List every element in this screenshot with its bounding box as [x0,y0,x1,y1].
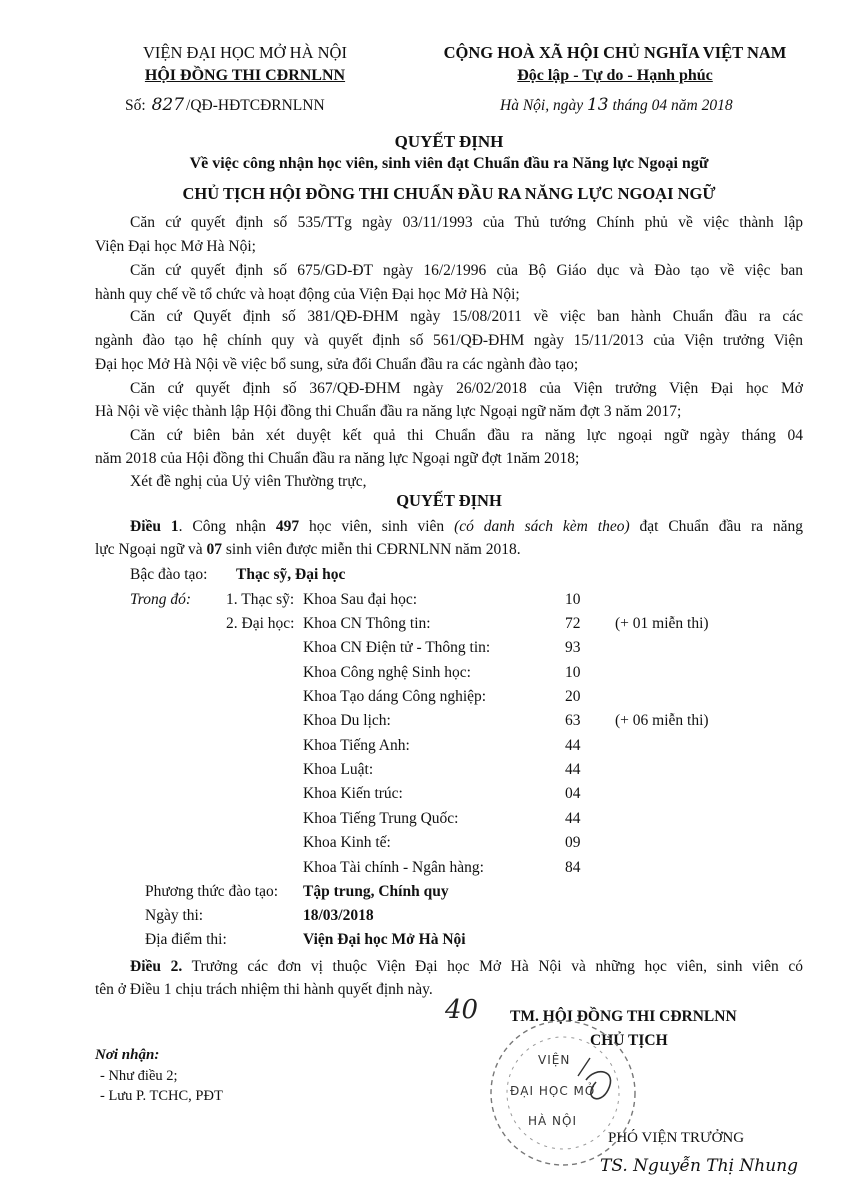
faculty-name: Khoa CN Điện tử - Thông tin: [303,639,491,656]
article-2-label: Điều 2. [130,958,183,975]
faculty-name: Khoa Du lịch: [303,712,391,729]
handwritten-initials: 40 [445,995,479,1025]
bachelor-label: 2. Đại học: [226,615,295,632]
basis-3-line-3: Đại học Mở Hà Nội về việc bổ sung, sửa đổi Chuẩn đầu ra các ngành đào tạo; [95,356,579,373]
faculty-exempt-note: (+ 01 miễn thi) [615,615,709,632]
faculty-count: 44 [565,810,581,827]
signatory-position: PHÓ VIỆN TRƯỞNG [608,1130,745,1146]
basis-3-line-1: Căn cứ Quyết định số 381/QĐ-ĐHM ngày 15/08/2011 về việc ban hành Chuẩn đầu ra các [130,308,803,325]
decision-heading: QUYẾT ĐỊNH [396,491,502,510]
article-1-line-1 [95,515,803,539]
level-label: Bậc đào tạo: [130,566,208,583]
level-value: Thạc sỹ, Đại học [236,566,346,583]
faculty-count: 09 [565,834,581,851]
signatory-name: TS. Nguyễn Thị Nhung [600,1156,799,1176]
faculty-count: 72 [565,615,581,632]
breakdown-label: Trong đó: [130,591,192,608]
date-prefix: Hà Nội, ngày [500,97,584,114]
stamp-text-3: HÀ NỘI [528,1114,578,1128]
article-1-italic-note: (có danh sách kèm theo) [454,518,630,535]
master-unit: Khoa Sau đại học: [303,591,418,608]
location-label: Địa điểm thi: [145,931,227,948]
article-1-line2-b: sinh viên được miễn thi CĐRNLNN năm 2018. [225,541,521,558]
national-motto: Độc lập - Tự do - Hạnh phúc [517,67,713,84]
faculty-count: 44 [565,737,581,754]
faculty-name: Khoa Luật: [303,761,374,778]
basis-5-line-2: năm 2018 của Hội đồng thi Chuẩn đầu ra năng lực Ngoại ngữ đợt 1năm 2018; [95,450,580,467]
basis-2-line-1: Căn cứ quyết định số 675/GD-ĐT ngày 16/2/1996 của Bộ Giáo dục và Đào tạo về việc ban [130,262,803,279]
number-suffix: /QĐ-HĐTCĐRNLNN [186,97,325,114]
date-suffix: tháng 04 năm 2018 [612,97,733,114]
basis-5-line-1: Căn cứ biên bản xét duyệt kết quả thi Chuẩn đầu ra năng lực ngoại ngữ ngày tháng 04 [130,427,803,444]
exam-date-value: 18/03/2018 [303,907,374,924]
basis-3-line-2: ngành đào tạo hệ chính quy và quyết định số 561/QĐ-ĐHM ngày 15/11/2013 của Viện trưởng Viện [95,332,803,349]
council-name: HỘI ĐỒNG THI CĐRNLNN [144,67,346,84]
article-2-line-2: tên ở Điều 1 chịu trách nhiệm thi hành quyết định này. [95,981,433,998]
recipient-item: - Như điều 2; [100,1068,178,1084]
faculty-name: Khoa Tạo dáng Công nghiệp: [303,688,487,705]
decision-number [125,95,325,115]
faculty-count: 10 [565,664,581,681]
faculty-name: Khoa Kinh tế: [303,834,391,851]
basis-2-line-2: hành quy chế về tổ chức và hoạt động của Viện Đại học Mở Hà Nội; [95,286,520,303]
article-1-count: 497 [275,518,300,535]
country-name: CỘNG HOÀ XÃ HỘI CHỦ NGHĨA VIỆT NAM [443,43,787,62]
article-1-label: Điều 1 [130,518,179,535]
mode-value: Tập trung, Chính quy [303,883,449,900]
master-label: 1. Thạc sỹ: [226,591,295,608]
location-value: Viện Đại học Mở Hà Nội [303,931,466,948]
signature-on-behalf: TM. HỘI ĐỒNG THI CĐRNLNN [510,1008,737,1025]
faculty-count: 63 [565,712,581,729]
decision-date [500,95,733,115]
faculty-count: 84 [565,859,581,876]
basis-6-line-1: Xét đề nghị của Uỷ viên Thường trực, [130,473,367,490]
institution-name: VIỆN ĐẠI HỌC MỞ HÀ NỘI [143,43,347,62]
document-subject: Về việc công nhận học viên, sinh viên đạt Chuẩn đầu ra Năng lực Ngoại ngữ [189,155,709,172]
faculty-count: 20 [565,688,581,705]
article-1-line-2 [95,538,803,562]
master-value: 10 [565,591,581,608]
basis-1-line-1: Căn cứ quyết định số 535/TTg ngày 03/11/1993 của Thủ tướng Chính phủ về việc thành lập [130,214,803,231]
article-1-text-c: đạt Chuẩn đầu ra năng [639,518,804,535]
mode-label: Phương thức đào tạo: [145,883,279,900]
faculty-name: Khoa CN Thông tin: [303,615,431,632]
stamp-text-1: VIỆN [538,1053,571,1067]
basis-4-line-1: Căn cứ quyết định số 367/QĐ-ĐHM ngày 26/02/2018 của Viện trưởng Viện Đại học Mở [130,380,803,397]
number-handwritten: 827 [151,95,185,115]
faculty-name: Khoa Tiếng Trung Quốc: [303,810,459,827]
recipients-title: Nơi nhận: [95,1047,160,1063]
issuing-authority: CHỦ TỊCH HỘI ĐỒNG THI CHUẨN ĐẦU RA NĂNG LỰC NGOẠI NGỮ [182,184,716,203]
article-1-line2-a: lực Ngoại ngữ và [95,541,203,558]
document-title: QUYẾT ĐỊNH [394,132,504,151]
faculty-count: 04 [565,785,581,802]
article-1-exempt-count: 07 [206,541,222,558]
basis-1-line-2: Viện Đại học Mở Hà Nội; [95,238,256,255]
stamp-text-2: ĐẠI HỌC MỞ [510,1084,597,1098]
exam-date-label: Ngày thi: [145,907,204,924]
article-1-text-b: học viên, sinh viên [309,518,445,535]
signature-role: CHỦ TỊCH [590,1032,668,1049]
faculty-count: 44 [565,761,581,778]
number-prefix: Số: [125,97,146,114]
date-day-handwritten: 13 [586,95,609,115]
faculty-name: Khoa Tài chính - Ngân hàng: [303,859,484,876]
faculty-name: Khoa Công nghệ Sinh học: [303,664,471,681]
recipient-item: - Lưu P. TCHC, PĐT [100,1088,223,1104]
faculty-exempt-note: (+ 06 miễn thi) [615,712,709,729]
article-2-text: Trưởng các đơn vị thuộc Viện Đại học Mở Hà Nội và những học viên, sinh viên có [191,958,803,975]
faculty-name: Khoa Tiếng Anh: [303,737,410,754]
basis-4-line-2: Hà Nội về việc thành lập Hội đồng thi Chuẩn đầu ra năng lực Ngoại ngữ năm đợt 3 năm 2017; [95,403,682,420]
article-1-text-a: . Công nhận [178,518,267,535]
faculty-count: 93 [565,639,581,656]
faculty-name: Khoa Kiến trúc: [303,785,403,802]
article-2-line-1 [95,955,803,979]
